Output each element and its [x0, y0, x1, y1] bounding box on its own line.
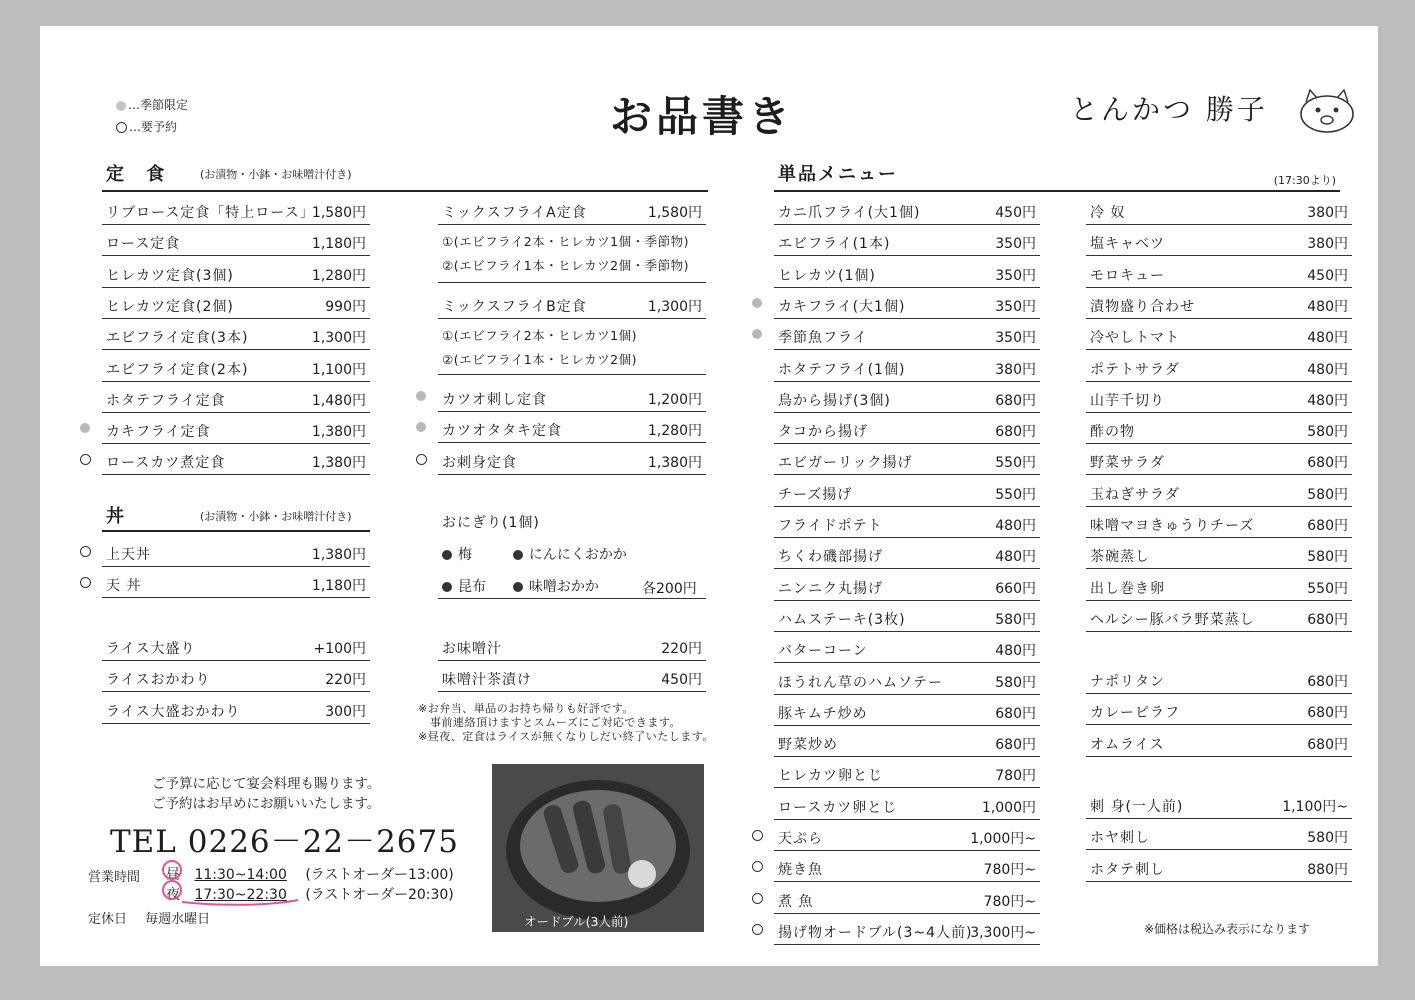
tanpin-side-name: 茶碗蒸し [1090, 549, 1150, 566]
soup-name: お味噌汁 [442, 641, 502, 657]
tanpin-item [774, 415, 1040, 444]
don-note: (お漬物・小鉢・お味噌汁付き) [200, 510, 352, 523]
tanpin-price: 350円 [995, 267, 1036, 284]
seasonal-mark-icon [416, 391, 426, 401]
tanpin-name: ヒレカツ卵とじ [778, 768, 883, 785]
teishoku-price: 1,180円 [311, 236, 366, 253]
tanpin-price: 350円 [995, 298, 1036, 315]
sashimi-item [1086, 821, 1352, 850]
tanpin-name: 豚キムチ炒め [778, 705, 868, 722]
tax-note: ※価格は税込み表示になります [1144, 922, 1311, 936]
tanpin-price: 680円 [995, 705, 1036, 722]
soup-name: 味噌汁茶漬け [442, 672, 532, 689]
tanpin-side-item [1086, 446, 1352, 475]
don-heading: 丼 [106, 506, 132, 527]
tanpin-item [774, 728, 1040, 757]
tanpin-item [774, 666, 1040, 695]
don-name: 上天丼 [106, 547, 151, 563]
tanpin-side-price: 580円 [1307, 549, 1348, 566]
teishoku-extra-name: お刺身定食 [442, 454, 517, 471]
tanpin-name: 天ぷら [778, 831, 823, 847]
tanpin-header [774, 160, 1340, 192]
reservation-mark-icon [116, 122, 127, 133]
teishoku-extra-price: 1,280円 [647, 423, 702, 440]
rice-item [102, 695, 370, 724]
teishoku-price: 990円 [325, 298, 366, 315]
tanpin-side-name: 冷やしトマト [1090, 330, 1180, 347]
tanpin-price: 550円 [995, 486, 1036, 503]
don-item [102, 538, 370, 567]
tanpin-price: 480円 [995, 549, 1036, 566]
closed-day [88, 908, 210, 927]
reservation-mark-icon [80, 454, 91, 465]
tanpin-side-item [1086, 259, 1352, 288]
tanpin-name: ホタテフライ(1個) [778, 361, 906, 378]
tanpin-side-item [1086, 384, 1352, 413]
tanpin-name: チーズ揚げ [778, 486, 853, 503]
tanpin-item [774, 634, 1040, 663]
teishoku-name: カキフライ定食 [106, 424, 211, 441]
teishoku-item [102, 384, 370, 413]
tanpin-item [774, 540, 1040, 569]
mixfry-a-name: ミックスフライA定食 [442, 205, 587, 221]
onigiri-miso: 味噌おかか [528, 579, 599, 595]
tanpin-side-price: 450円 [1307, 267, 1348, 284]
teishoku-item [102, 196, 370, 225]
tanpin-side-price: 580円 [1307, 424, 1348, 441]
tanpin-item [774, 791, 1040, 820]
tanpin-side-name: 酢の物 [1090, 424, 1135, 441]
tanpin-side-item [1086, 227, 1352, 256]
tanpin-item [774, 603, 1040, 632]
tanpin-price: 480円 [995, 518, 1036, 534]
mixfry-b-price: 1,300円 [647, 299, 702, 315]
seasonal-mark-icon [752, 298, 762, 308]
tanpin-side-price: 480円 [1307, 298, 1348, 315]
meal-item [1086, 728, 1352, 757]
bullet-icon [513, 582, 523, 592]
tanpin-side-item [1086, 353, 1352, 382]
sashimi-item [1086, 853, 1352, 882]
rice-name: ライス大盛おかわり [106, 703, 241, 720]
tanpin-side-name: モロキュー [1090, 267, 1165, 284]
dinner-label: 夜 [166, 887, 180, 903]
tanpin-item [774, 853, 1040, 882]
teishoku-item [102, 415, 370, 444]
tanpin-item [774, 321, 1040, 350]
rice-name: ライス大盛り [106, 641, 196, 657]
tanpin-name: 揚げ物オードブル(3~4人前) [778, 924, 973, 941]
don-price: 1,180円 [311, 578, 366, 595]
tanpin-side-name: 玉ねぎサラダ [1090, 486, 1180, 503]
tanpin-name: タコから揚げ [778, 424, 868, 441]
tanpin-name: 煮 魚 [778, 893, 814, 910]
meal-price: 680円 [1307, 736, 1348, 753]
hours-label: 営業時間 [88, 870, 141, 885]
tanpin-name: 野菜炒め [778, 737, 838, 754]
teishoku-name: ロースカツ煮定食 [106, 455, 226, 472]
sashimi-price: 880円 [1307, 861, 1348, 878]
teishoku-price: 1,480円 [311, 392, 366, 409]
note-takeout: ※お弁当、単品のお持ち帰りも好評です。 [418, 702, 634, 715]
tanpin-side-item [1086, 509, 1352, 538]
tanpin-item [774, 259, 1040, 288]
bullet-icon [513, 550, 523, 560]
rice-item [102, 632, 370, 661]
tanpin-price: 580円 [995, 611, 1036, 628]
tanpin-side-price: 550円 [1307, 580, 1348, 597]
tanpin-side-price: 580円 [1307, 486, 1348, 503]
teishoku-price: 1,580円 [311, 205, 366, 221]
teishoku-header [102, 160, 708, 192]
bullet-icon [442, 550, 452, 560]
tanpin-item [774, 916, 1040, 945]
sashimi-price: 1,100円~ [1282, 799, 1348, 815]
tanpin-name: ほうれん草のハムソテー [778, 674, 943, 691]
tanpin-item [774, 572, 1040, 601]
tanpin-side-item [1086, 290, 1352, 319]
teishoku-name: エビフライ定食(3本) [106, 330, 249, 347]
tanpin-side-price: 480円 [1307, 361, 1348, 378]
tanpin-name: ちくわ磯部揚げ [778, 549, 883, 566]
soup-item [438, 632, 706, 661]
meal-name: カレーピラフ [1090, 705, 1180, 722]
mixfry-b-name: ミックスフライB定食 [442, 299, 587, 315]
reservation-mark-icon [752, 924, 763, 935]
reservation-mark-icon [752, 893, 763, 904]
tanpin-name: カキフライ(大1個) [778, 298, 906, 315]
tanpin-item [774, 446, 1040, 475]
closed-value: 毎週水曜日 [145, 912, 211, 927]
rice-price: 220円 [325, 672, 366, 689]
shop-name: とんかつ 勝子 [1070, 93, 1268, 126]
tanpin-item [774, 353, 1040, 382]
tanpin-price: 580円 [995, 674, 1036, 691]
teishoku-item [102, 227, 370, 256]
tanpin-name: ロースカツ卵とじ [778, 799, 898, 816]
meal-name: ナポリタン [1090, 674, 1165, 690]
reservation-mark-icon [416, 454, 427, 465]
tanpin-name: ニンニク丸揚げ [778, 580, 883, 597]
tanpin-side-name: 出し巻き卵 [1090, 580, 1165, 597]
don-name: 天 丼 [106, 578, 142, 595]
seasonal-mark-icon [752, 329, 762, 339]
mixfry-b-option-1: ①(エビフライ2本・ヒレカツ1個) [442, 328, 637, 343]
rice-name: ライスおかわり [106, 672, 211, 689]
onigiri-row-1 [442, 544, 627, 564]
tanpin-side-price: 680円 [1307, 518, 1348, 534]
tanpin-item [774, 759, 1040, 788]
tanpin-price: 680円 [995, 737, 1036, 754]
tanpin-side-name: 野菜サラダ [1090, 455, 1165, 472]
teishoku-name: ヒレカツ定食(2個) [106, 298, 234, 315]
onigiri-ninniku: にんにくおかか [528, 547, 627, 563]
sashimi-name: ホタテ刺し [1090, 861, 1165, 878]
tanpin-name: フライドポテト [778, 518, 883, 534]
tel-number: TEL 0226－22－2675 [110, 824, 459, 860]
note-contact: 事前連絡頂けますとスムーズにご対応できます。 [430, 716, 682, 729]
lunch-last-order: (ラストオーダー13:00) [305, 867, 454, 883]
tanpin-price: 780円 [995, 768, 1036, 785]
teishoku-extra-item [438, 446, 706, 475]
banquet-line-1: ご予算に応じて宴会料理も賜ります。 [152, 776, 381, 792]
rice-price: +100円 [313, 641, 366, 657]
tanpin-side-name: 漬物盛り合わせ [1090, 298, 1195, 315]
fried-platter-image [492, 764, 704, 932]
teishoku-item [102, 259, 370, 288]
tanpin-item [774, 885, 1040, 914]
sashimi-price: 580円 [1307, 830, 1348, 847]
teishoku-item [102, 321, 370, 350]
teishoku-item [102, 446, 370, 475]
tanpin-side-price: 680円 [1307, 455, 1348, 472]
tanpin-side-item [1086, 321, 1352, 350]
teishoku-price: 1,100円 [311, 361, 366, 378]
don-header [102, 502, 370, 532]
tanpin-side-item [1086, 415, 1352, 444]
teishoku-item [102, 353, 370, 382]
tanpin-item [774, 384, 1040, 413]
mixfry-a-option-1: ①(エビフライ2本・ヒレカツ1個・季節物) [442, 234, 689, 249]
don-item [102, 569, 370, 598]
tanpin-name: カニ爪フライ(大1個) [778, 205, 921, 221]
lunch-label: 昼 [166, 867, 180, 883]
legend-reservation: …要予約 [116, 118, 177, 135]
meal-item [1086, 665, 1352, 694]
rice-price: 300円 [325, 703, 366, 720]
meal-price: 680円 [1307, 705, 1348, 722]
teishoku-extra-item [438, 383, 706, 412]
sashimi-name: 刺 身(一人前) [1090, 799, 1184, 815]
tanpin-side-price: 480円 [1307, 392, 1348, 409]
tanpin-price: 550円 [995, 455, 1036, 472]
tanpin-side-item [1086, 603, 1352, 632]
divider [438, 598, 706, 599]
divider [438, 374, 706, 375]
pink-highlight-mark [158, 858, 308, 912]
tanpin-name: 鳥から揚げ(3個) [778, 392, 891, 409]
tanpin-price: 350円 [995, 236, 1036, 253]
teishoku-price: 1,300円 [311, 330, 366, 347]
tanpin-price: 1,000円 [981, 799, 1036, 816]
teishoku-name: リブロース定食「特上ロース」 [106, 205, 315, 221]
tanpin-price: 350円 [995, 330, 1036, 347]
mixfry-a-item [438, 196, 706, 225]
tanpin-item [774, 196, 1040, 225]
teishoku-extra-name: カツオ刺し定食 [442, 392, 547, 408]
teishoku-name: エビフライ定食(2本) [106, 361, 249, 378]
teishoku-heading: 定 食 [106, 164, 173, 185]
teishoku-extra-name: カツオタタキ定食 [442, 423, 562, 440]
tanpin-item [774, 227, 1040, 256]
onigiri-row-2 [442, 576, 599, 596]
mixfry-b-item [438, 290, 706, 319]
onigiri-konbu: 昆布 [458, 579, 486, 595]
mixfry-b-option-2: ②(エビフライ1本・ヒレカツ2個) [442, 352, 637, 367]
rice-item [102, 663, 370, 692]
teishoku-price: 1,380円 [311, 424, 366, 441]
teishoku-extra-price: 1,380円 [647, 454, 702, 471]
pig-logo-icon [1292, 78, 1362, 138]
teishoku-name: ヒレカツ定食(3個) [106, 267, 234, 284]
teishoku-price: 1,380円 [311, 455, 366, 472]
tanpin-price: 1,000円~ [970, 831, 1036, 847]
page-title: お品書き [610, 92, 795, 141]
meal-item [1086, 696, 1352, 725]
tanpin-name: エビガーリック揚げ [778, 455, 913, 472]
menu-sheet [40, 26, 1378, 966]
dinner-last-order: (ラストオーダー20:30) [305, 887, 454, 903]
banquet-line-2: ご予約はお早めにお願いいたします。 [152, 796, 381, 812]
meal-name: オムライス [1090, 736, 1165, 753]
tanpin-side-name: 塩キャベツ [1090, 236, 1165, 253]
tanpin-item [774, 290, 1040, 319]
meal-price: 680円 [1307, 674, 1348, 690]
reservation-mark-icon [80, 546, 91, 557]
teishoku-price: 1,280円 [311, 267, 366, 284]
tanpin-price: 450円 [995, 205, 1036, 221]
legend-seasonal: …季節限定 [116, 96, 188, 113]
tanpin-item [774, 478, 1040, 507]
onigiri-price: 各200円 [642, 581, 697, 597]
teishoku-name: ホタテフライ定食 [106, 392, 226, 409]
lunch-time: 11:30~14:00 [194, 867, 287, 883]
tanpin-side-name: 味噌マヨきゅうりチーズ [1090, 518, 1255, 534]
reservation-mark-icon [80, 577, 91, 588]
tanpin-price: 660円 [995, 580, 1036, 597]
onigiri-ume: 梅 [458, 547, 472, 563]
tanpin-price: 680円 [995, 392, 1036, 409]
tanpin-price: 3,300円~ [970, 924, 1036, 941]
soup-price: 450円 [661, 672, 702, 689]
tanpin-side-name: 冷 奴 [1090, 205, 1126, 221]
tanpin-side-price: 380円 [1307, 236, 1348, 253]
tanpin-side-name: ヘルシー豚バラ野菜蒸し [1090, 611, 1255, 628]
seasonal-mark-icon [116, 101, 126, 111]
onigiri-heading: おにぎり(1個) [442, 515, 540, 531]
reservation-mark-icon [752, 861, 763, 872]
teishoku-extra-item [438, 414, 706, 443]
tanpin-side-name: 山芋千切り [1090, 392, 1165, 409]
tanpin-name: ヒレカツ(1個) [778, 267, 876, 284]
sashimi-name: ホヤ刺し [1090, 830, 1150, 847]
photo-caption: オードブル(3人前) [524, 914, 629, 929]
seasonal-mark-icon [416, 422, 426, 432]
tanpin-price: 780円~ [983, 862, 1036, 879]
tanpin-price: 380円 [995, 361, 1036, 378]
tanpin-name: エビフライ(1本) [778, 236, 891, 253]
tanpin-heading: 単品メニュー [778, 164, 898, 185]
divider [438, 282, 706, 283]
soup-item [438, 663, 706, 692]
mixfry-a-price: 1,580円 [647, 205, 702, 221]
tanpin-price: 780円~ [983, 893, 1036, 910]
teishoku-extra-price: 1,200円 [647, 392, 702, 408]
reservation-mark-icon [752, 830, 763, 841]
hors-doeuvre-photo [492, 764, 704, 932]
teishoku-item [102, 290, 370, 319]
seasonal-mark-icon [80, 423, 90, 433]
tanpin-side-item [1086, 572, 1352, 601]
tanpin-name: ハムステーキ(3枚) [778, 611, 906, 628]
tanpin-side-name: ポテトサラダ [1090, 361, 1180, 378]
tanpin-side-price: 480円 [1307, 330, 1348, 347]
don-price: 1,380円 [311, 547, 366, 563]
tanpin-item [774, 697, 1040, 726]
teishoku-note: (お漬物・小鉢・お味噌汁付き) [200, 168, 352, 181]
note-rice: ※昼夜、定食はライスが無くなりしだい終了いたします。 [418, 730, 714, 743]
tanpin-price: 480円 [995, 643, 1036, 660]
tanpin-name: バターコーン [778, 643, 868, 660]
mixfry-a-option-2: ②(エビフライ1本・ヒレカツ2個・季節物) [442, 258, 689, 273]
tanpin-item [774, 822, 1040, 851]
tanpin-side-item [1086, 540, 1352, 569]
tanpin-side-item [1086, 196, 1352, 225]
tanpin-side-price: 680円 [1307, 611, 1348, 628]
teishoku-name: ロース定食 [106, 236, 181, 253]
tanpin-note: (17:30より) [1273, 174, 1336, 187]
tanpin-name: 季節魚フライ [778, 330, 868, 347]
tanpin-side-item [1086, 478, 1352, 507]
bullet-icon [442, 582, 452, 592]
closed-label: 定休日 [88, 912, 128, 927]
tanpin-side-price: 380円 [1307, 205, 1348, 221]
tanpin-price: 680円 [995, 424, 1036, 441]
tanpin-name: 焼き魚 [778, 862, 823, 879]
tanpin-item [774, 509, 1040, 538]
sashimi-item [1086, 790, 1352, 819]
soup-price: 220円 [661, 641, 702, 657]
dinner-time: 17:30~22:30 [194, 887, 287, 903]
